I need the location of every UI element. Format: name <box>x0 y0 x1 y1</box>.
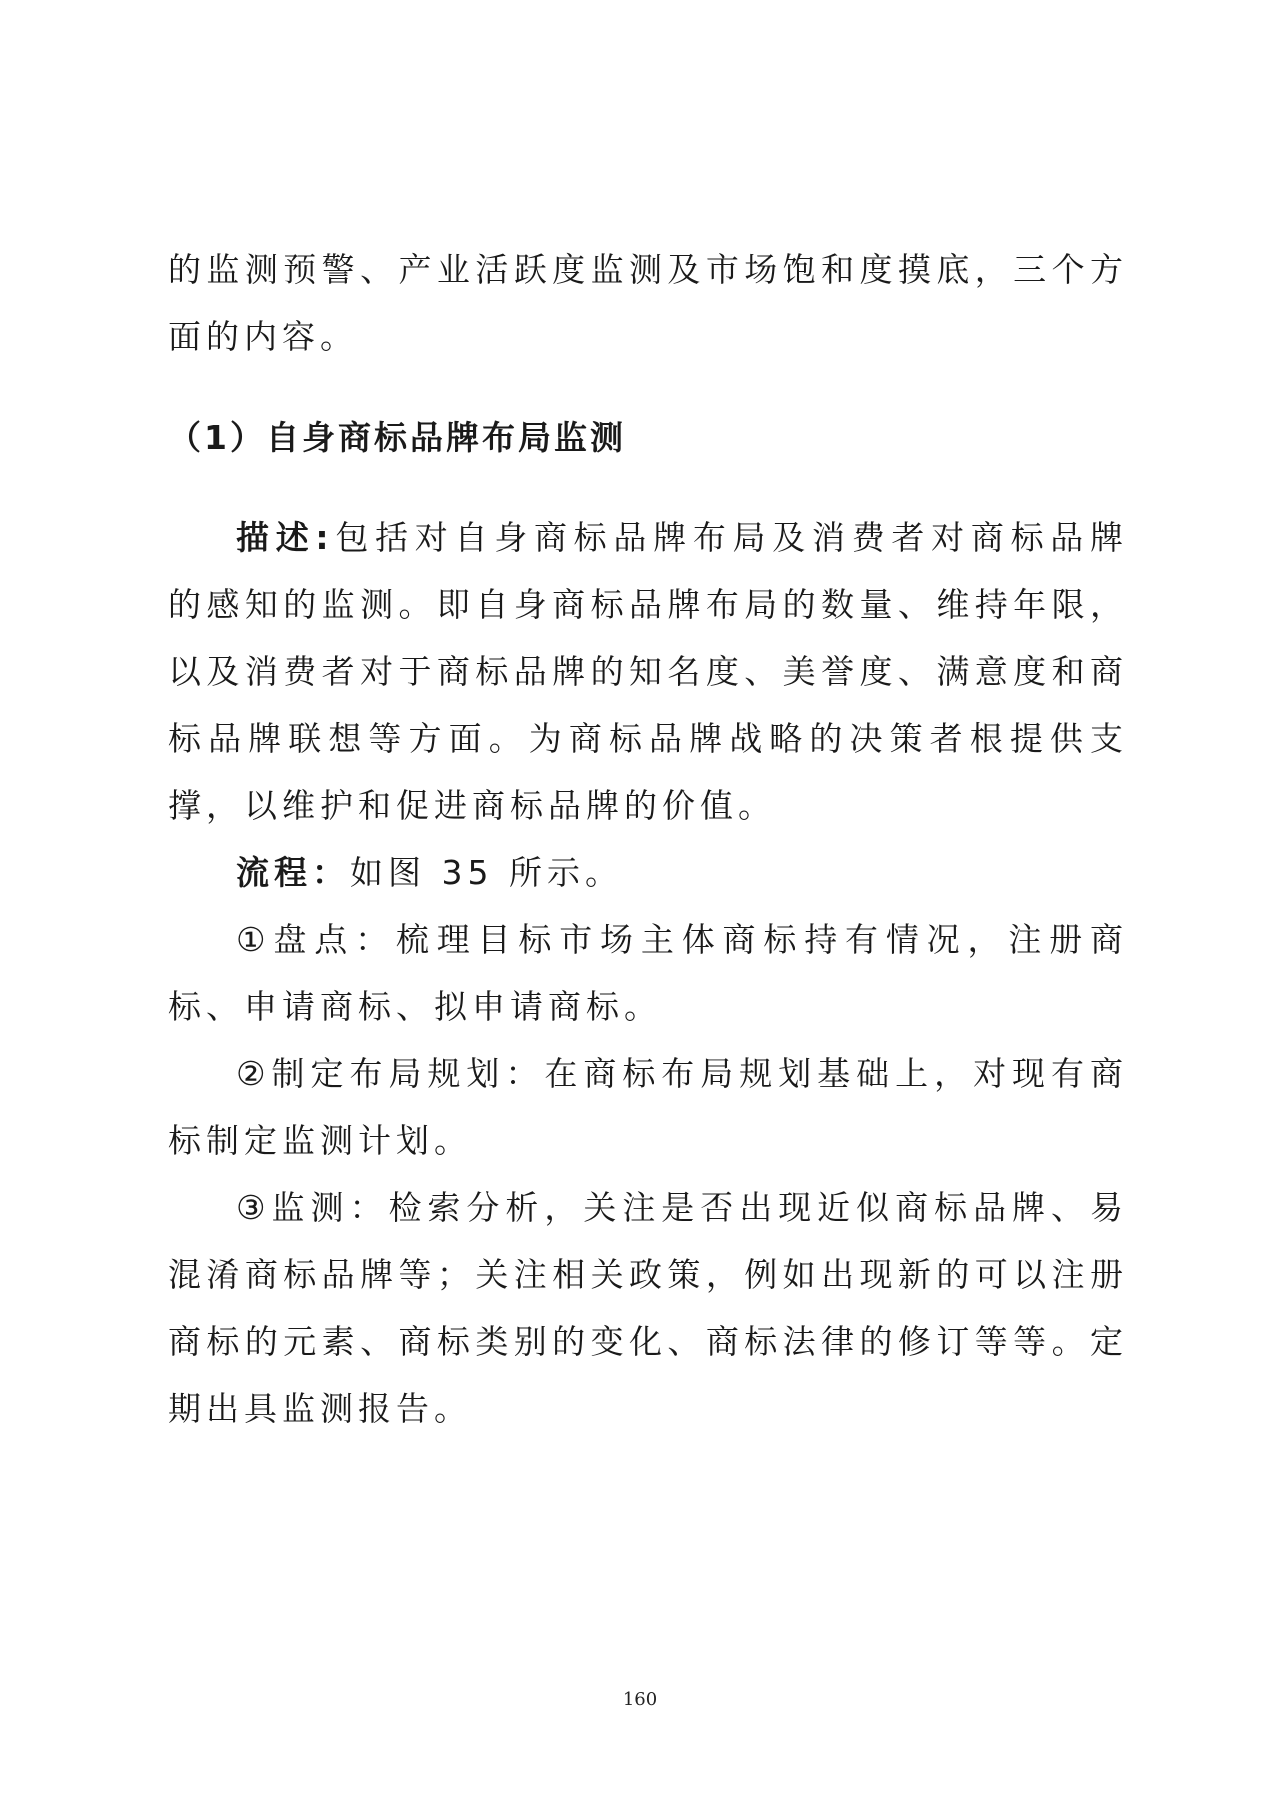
description-text: 包括对自身商标品牌布局及消费者对商标品牌的感知的监测。即自身商标品牌布局的数量、维持年限，以及消费者对于商标品牌的知名度、美誉度、满意度和商标品牌联想等方面。为商标品牌战略的决策者根提供支撑，以维护和促进商标品牌的价值。 <box>168 518 1129 825</box>
step-1-paragraph: ①盘点：梳理目标市场主体商标持有情况，注册商标、申请商标、拟申请商标。 <box>168 920 1128 1026</box>
process-text: 如图 35 所示。 <box>350 853 623 892</box>
process-term: 流程： <box>236 853 350 892</box>
intro-paragraph: 的监测预警、产业活跃度监测及市场饱和度摸底，三个方面的内容。 <box>168 250 1128 356</box>
page-body <box>168 236 1128 1442</box>
description-paragraph <box>168 504 1128 839</box>
page-number: 160 <box>622 1689 658 1710</box>
step-3-paragraph: ③监测：检索分析，关注是否出现近似商标品牌、易混淆商标品牌等；关注相关政策，例如出现新的可以注册商标的元素、商标类别的变化、商标法律的修订等等。定期出具监测报告。 <box>168 1188 1128 1428</box>
description-term: 描述: <box>236 518 334 557</box>
process-paragraph <box>168 839 1128 906</box>
step-2-paragraph: ②制定布局规划：在商标布局规划基础上，对现有商标制定监测计划。 <box>168 1054 1128 1160</box>
section-heading: （1）自身商标品牌布局监测 <box>168 418 626 457</box>
